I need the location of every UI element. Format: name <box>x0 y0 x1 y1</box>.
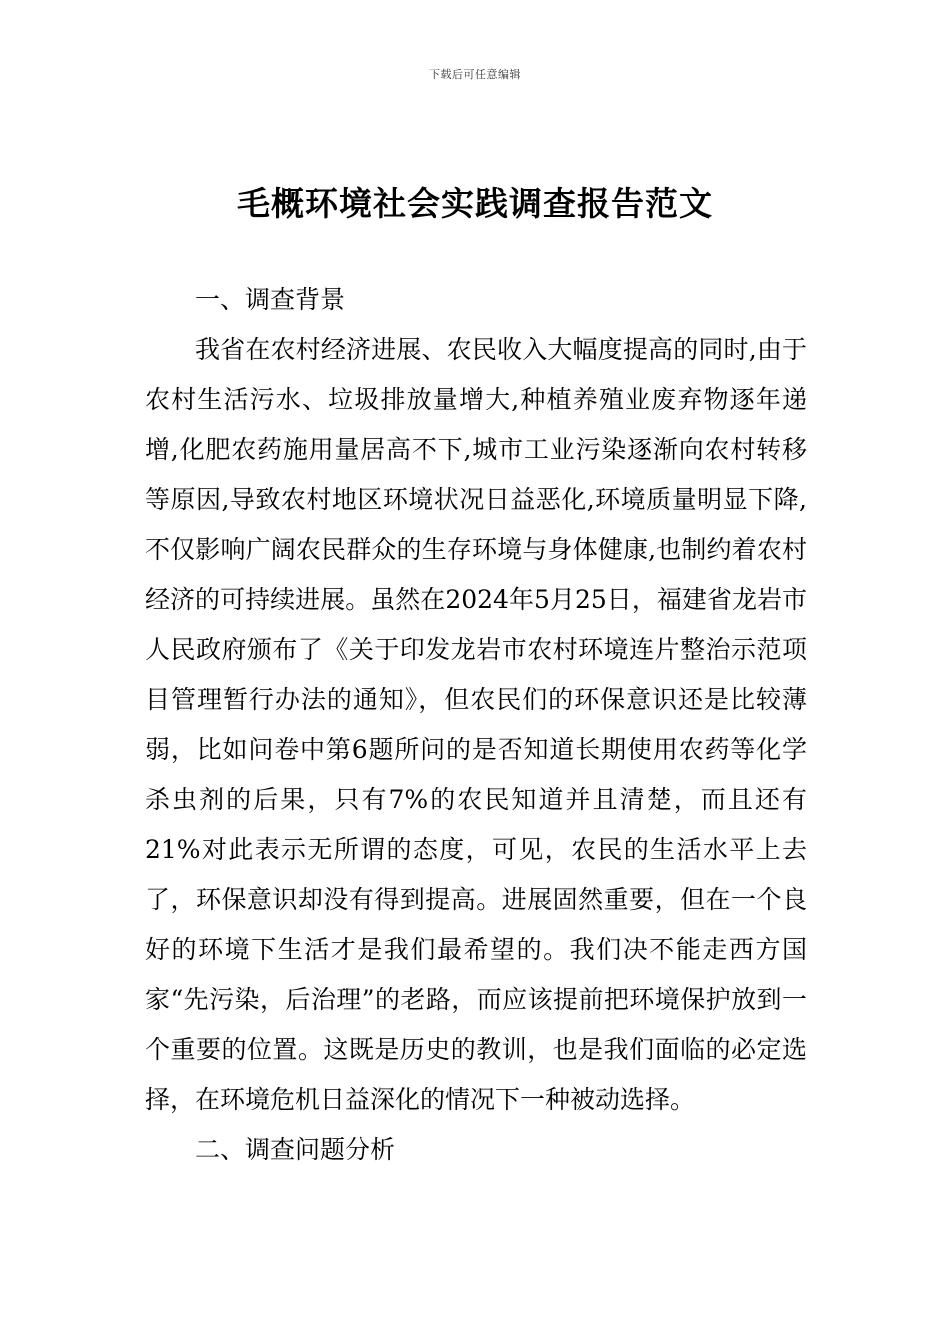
section-heading-analysis: 二、调查问题分析 <box>195 1135 396 1164</box>
section-heading-background: 一、调查背景 <box>195 285 346 314</box>
document-title: 毛概环境社会实践调查报告范文 <box>237 184 713 223</box>
paragraph-background: 我省在农村经济进展、农民收入大幅度提高的同时,由于农村生活污水、垃圾排放量增大,种植养殖业废弃物逐年递增,化肥农药施用量居高不下,城市工业污染逐渐向农村转移等原因,导致农村地区环境状况日益恶化,环境质量明显下降,不仅影响广阔农民群众的生存环境与身体健康,也制约着农村经济的可持续进展。虽然在2024年5月25日，福建省龙岩市人民政府颁布了《关于印发龙岩市农村环境连片整治示范项目管理暂行办法的通知》，但农民们的环保意识还是比较薄弱，比如问卷中第6题所问的是否知道长期使用农药等化学杀虫剂的后果，只有7%的农民知道并且清楚，而且还有21%对此表示无所谓的态度，可见，农民的生活水平上去了，环保意识却没有得到提高。进展固然重要，但在一个良好的环境下生活才是我们最希望的。我们决不能走西方国家“先污染，后治理”的老路，而应该提前把环境保护放到一个重要的位置。这既是历史的教训，也是我们面临的必定选择，在环境危机日益深化的情况下一种被动选择。 <box>145 335 807 1114</box>
document-body <box>145 275 807 1175</box>
header-note: 下载后可任意编辑 <box>429 68 521 81</box>
